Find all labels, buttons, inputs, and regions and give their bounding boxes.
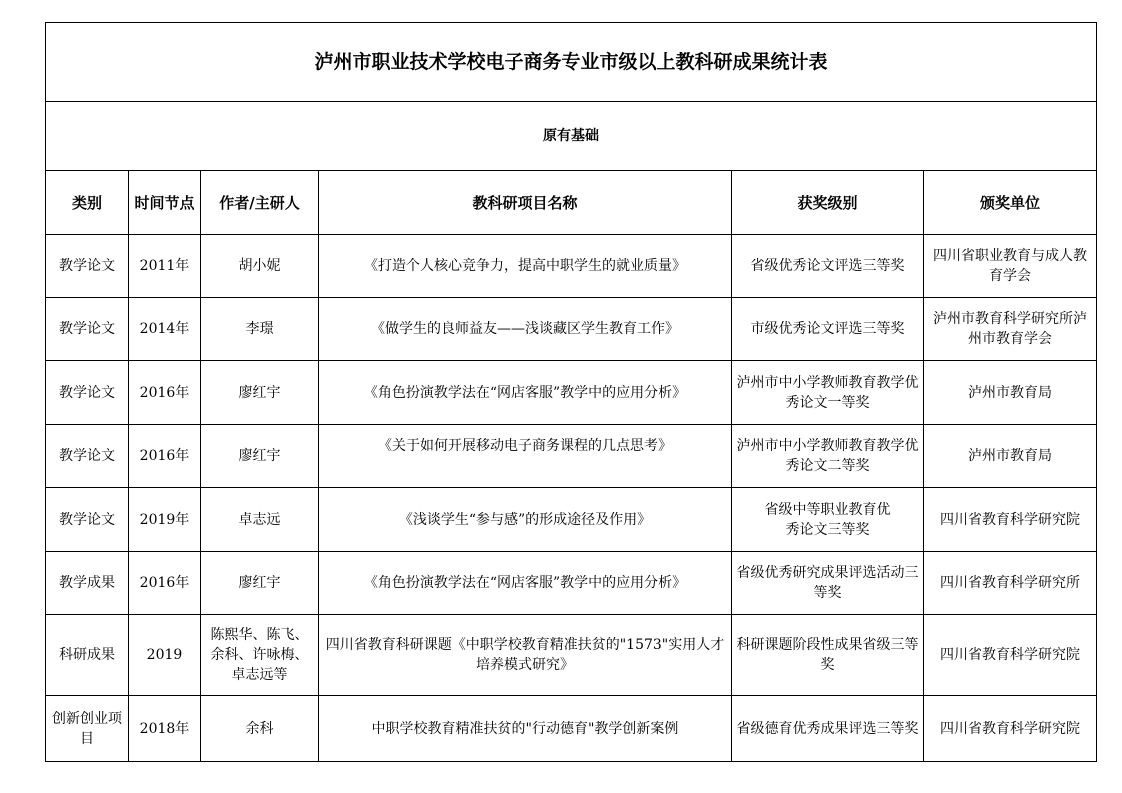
cell-issuer: 泸州市教育局	[924, 361, 1097, 425]
cell-issuer: 四川省教育科学研究院	[924, 696, 1097, 762]
cell-author: 卓志远	[201, 488, 319, 552]
cell-author: 廖红宇	[201, 361, 319, 425]
cell-project: 《角色扮演教学法在“网店客服”教学中的应用分析》	[319, 552, 732, 615]
cell-issuer: 四川省教育科学研究院	[924, 488, 1097, 552]
cell-category: 教学论文	[46, 488, 129, 552]
cell-time: 2011年	[129, 235, 201, 298]
header-author: 作者/主研人	[201, 171, 319, 235]
cell-issuer: 四川省教育科学研究院	[924, 615, 1097, 696]
table-row	[46, 696, 1097, 762]
table-row	[46, 235, 1097, 298]
cell-award: 省级优秀研究成果评选活动三等奖	[732, 552, 924, 615]
cell-award: 科研课题阶段性成果省级三等奖	[732, 615, 924, 696]
table-row	[46, 361, 1097, 425]
cell-author: 廖红宇	[201, 552, 319, 615]
table-row	[46, 488, 1097, 552]
cell-time: 2014年	[129, 298, 201, 361]
cell-award: 市级优秀论文评选三等奖	[732, 298, 924, 361]
header-row	[46, 171, 1097, 235]
cell-award: 省级优秀论文评选三等奖	[732, 235, 924, 298]
header-time: 时间节点	[129, 171, 201, 235]
cell-project: 《角色扮演教学法在“网店客服”教学中的应用分析》	[319, 361, 732, 425]
cell-issuer: 泸州市教育科学研究所泸州市教育学会	[924, 298, 1097, 361]
cell-issuer: 四川省职业教育与成人教育学会	[924, 235, 1097, 298]
cell-project: 中职学校教育精准扶贫的"行动德育"教学创新案例	[319, 696, 732, 762]
cell-project: 《打造个人核心竞争力，提高中职学生的就业质量》	[319, 235, 732, 298]
cell-category: 教学论文	[46, 425, 129, 488]
header-category: 类别	[46, 171, 129, 235]
section-row	[46, 102, 1097, 171]
cell-issuer: 泸州市教育局	[924, 425, 1097, 488]
cell-time: 2018年	[129, 696, 201, 762]
table-row	[46, 615, 1097, 696]
cell-author: 余科	[201, 696, 319, 762]
cell-category: 创新创业项目	[46, 696, 129, 762]
table-title: 泸州市职业技术学校电子商务专业市级以上教科研成果统计表	[46, 23, 1097, 102]
cell-category: 教学论文	[46, 235, 129, 298]
cell-project: 《浅谈学生“参与感”的形成途径及作用》	[319, 488, 732, 552]
achievements-table	[45, 22, 1097, 762]
cell-category: 教学论文	[46, 361, 129, 425]
cell-time: 2016年	[129, 552, 201, 615]
table-row	[46, 552, 1097, 615]
cell-author: 李璟	[201, 298, 319, 361]
cell-award: 泸州市中小学教师教育教学优秀论文一等奖	[732, 361, 924, 425]
cell-time: 2016年	[129, 425, 201, 488]
cell-category: 教学论文	[46, 298, 129, 361]
cell-author: 廖红宇	[201, 425, 319, 488]
cell-author: 陈熙华、陈飞、余科、许咏梅、卓志远等	[201, 615, 319, 696]
section-label: 原有基础	[46, 102, 1097, 171]
cell-award: 省级中等职业教育优秀论文三等奖	[732, 488, 924, 552]
title-row	[46, 23, 1097, 102]
cell-time: 2019年	[129, 488, 201, 552]
cell-category: 教学成果	[46, 552, 129, 615]
cell-project: 四川省教育科研课题《中职学校教育精准扶贫的"1573"实用人才培养模式研究》	[319, 615, 732, 696]
header-issuer: 颁奖单位	[924, 171, 1097, 235]
table-row	[46, 425, 1097, 488]
cell-category: 科研成果	[46, 615, 129, 696]
cell-time: 2016年	[129, 361, 201, 425]
cell-time: 2019	[129, 615, 201, 696]
cell-award: 泸州市中小学教师教育教学优秀论文二等奖	[732, 425, 924, 488]
cell-project: 《做学生的良师益友——浅谈藏区学生教育工作》	[319, 298, 732, 361]
table-row	[46, 298, 1097, 361]
cell-project: 《关于如何开展移动电子商务课程的几点思考》	[319, 425, 732, 488]
cell-issuer: 四川省教育科学研究所	[924, 552, 1097, 615]
cell-author: 胡小妮	[201, 235, 319, 298]
cell-award: 省级德育优秀成果评选三等奖	[732, 696, 924, 762]
header-project: 教科研项目名称	[319, 171, 732, 235]
header-award: 获奖级别	[732, 171, 924, 235]
